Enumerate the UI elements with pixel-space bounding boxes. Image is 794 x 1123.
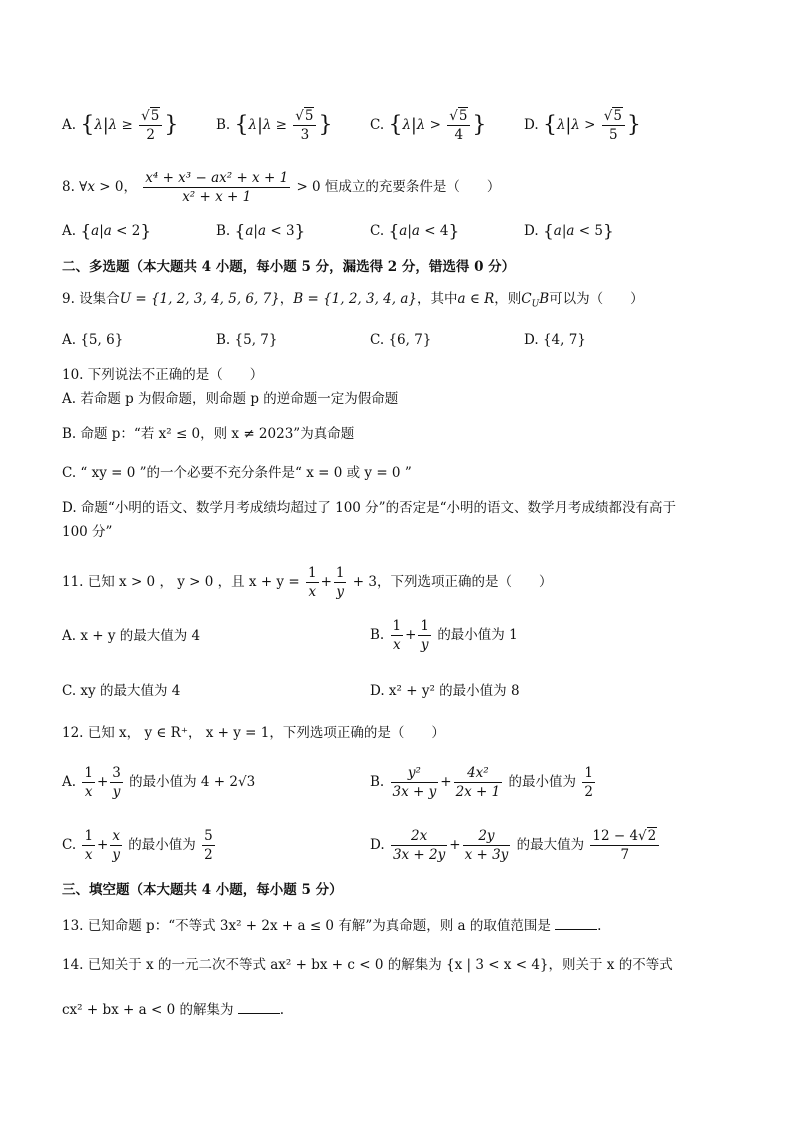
- q9-option-a: A. {5, 6}: [62, 332, 124, 348]
- q8-option-d: D. {a|a < 5}: [524, 221, 614, 242]
- relation-symbol: >: [584, 117, 596, 133]
- q13: 13. 已知命题 p：“不等式 3x² + 2x + a ≤ 0 有解”为真命题，则 a 的取值范围是 .: [62, 918, 602, 934]
- option-label: D.: [524, 117, 539, 133]
- fraction: $\frac{√5}{4}$: [447, 108, 470, 143]
- q10-option-d-line1: D. 命题“小明的语文、数学月考成绩均超过了 100 分”的否定是“小明的语文、数学月考成绩都没有高于: [62, 500, 676, 516]
- option-label: B.: [216, 117, 231, 133]
- condition: a ∈ R: [457, 291, 495, 307]
- fraction-numerator: x⁴ + x³ − ax² + x + 1: [145, 170, 289, 186]
- fraction-denominator: x² + x + 1: [182, 189, 252, 205]
- option-label: C.: [370, 117, 385, 133]
- q12-option-c: C. $\frac{1}{x}$ + $\frac{x}{y}$ 的最小值为 $\frac{5}{2}$: [62, 828, 213, 863]
- q9-option-b: B. {5, 7}: [216, 332, 278, 348]
- q8-stem: 8. ∀x > 0， $\frac{\text{x⁴ + x³ − ax² + x + 1}}{\text{x² + x + 1}}$ > 0 恒成立的充要条件是（ ）: [62, 170, 501, 205]
- fraction: $\frac{√5}{2}$: [139, 108, 162, 143]
- q12-stem: 12. 已知 x， y ∈ R⁺， x + y = 1，下列选项正确的是（ ）: [62, 725, 445, 741]
- q10-option-b: B. 命题 p：“若 x² ≤ 0，则 x ≠ 2023”为真命题: [62, 426, 355, 442]
- q11-option-b: B. $\frac{1}{x}$ + $\frac{1}{y}$ 的最小值为 1: [370, 618, 518, 653]
- q10-option-c: C. “ xy = 0 ”的一个必要不充分条件是“ x = 0 或 y = 0 ”: [62, 465, 412, 481]
- q11-option-d: D. x² + y² 的最小值为 8: [370, 683, 520, 699]
- q12-option-a: A. $\frac{1}{x}$ + $\frac{3}{y}$ 的最小值为 4 + 2√3: [62, 765, 256, 800]
- question-text: 11. 已知 x > 0 ， y > 0 ，且 x + y =: [62, 574, 300, 590]
- q9-option-c: C. {6, 7}: [370, 332, 432, 348]
- q7-option-c: C. {λ|λ > $\frac{√5}{4}$ }: [370, 108, 487, 143]
- q14-line2: cx² + bx + a < 0 的解集为 .: [62, 1002, 285, 1018]
- q7-option-b: B. {λ|λ ≥ $\frac{√5}{3}$ }: [216, 108, 333, 143]
- question-number: 8.: [62, 179, 75, 195]
- option-label: A.: [62, 117, 77, 133]
- q8-fraction: [143, 170, 290, 205]
- set-u: U = {1, 2, 3, 4, 5, 6, 7}: [119, 291, 280, 307]
- section-2-title: 二、多选题（本大题共 4 小题，每小题 5 分，漏选得 2 分，错选得 0 分）: [62, 259, 516, 275]
- q9-stem: 9. 设集合U = {1, 2, 3, 4, 5, 6, 7}，B = {1, 2, 3, 4, a}，其中a ∈ R，则$C_UB$可以为（ ）: [62, 291, 644, 310]
- q11-option-c: C. xy 的最大值为 4: [62, 683, 181, 699]
- q8-option-c: C. {a|a < 4}: [370, 221, 460, 242]
- relation-symbol: ≥: [121, 117, 133, 133]
- q14-line1: 14. 已知关于 x 的一元二次不等式 ax² + bx + c < 0 的解集为 {x | 3 < x < 4}，则关于 x 的不等式: [62, 957, 673, 973]
- text: 可以为（ ）: [549, 291, 644, 307]
- fraction: $\frac{√5}{5}$: [602, 108, 625, 143]
- q9-option-d: D. {4, 7}: [524, 332, 586, 348]
- answer-blank: [238, 1000, 280, 1014]
- q7-option-a: A. {λ|λ ≥ $\frac{√5}{2}$ }: [62, 108, 179, 143]
- section-3-title: 三、填空题（本大题共 4 小题，每小题 5 分）: [62, 882, 343, 898]
- q12-option-b: B. $\frac{\text{y²}}{3x + y}$ + $\frac{\text{4x²}}{2x + 1}$ 的最小值为 $\frac{1}{2}$: [370, 765, 593, 800]
- fraction: $\frac{√5}{3}$: [293, 108, 316, 143]
- q12-option-d: D. $\frac{2x}{3x + 2y}$ + $\frac{2y}{x + 3y}$ 的最大值为 $\frac{12 - 4√2}{7}$: [370, 828, 661, 863]
- question-text: cx² + bx + a < 0 的解集为: [62, 1002, 234, 1018]
- q8-option-b: B. {a|a < 3}: [216, 221, 306, 242]
- relation-symbol: ≥: [275, 117, 287, 133]
- question-text: > 0 恒成立的充要条件是（ ）: [296, 179, 501, 195]
- complement-symbol: C: [521, 291, 532, 307]
- q11-option-a: A. x + y 的最大值为 4: [62, 628, 201, 644]
- relation-symbol: >: [429, 117, 441, 133]
- set-b: B = {1, 2, 3, 4, a}: [293, 291, 417, 307]
- q10-option-a: A. 若命题 p 为假命题，则命题 p 的逆命题一定为假命题: [62, 391, 399, 407]
- question-number: 9.: [62, 291, 75, 307]
- q7-option-d: D. {λ|λ > $\frac{√5}{5}$ }: [524, 108, 641, 143]
- q8-option-a: A. {a|a < 2}: [62, 221, 152, 242]
- q10-stem: 10. 下列说法不正确的是（ ）: [62, 367, 264, 383]
- text: 设集合: [79, 291, 120, 307]
- q10-option-d-line2: 100 分”: [62, 524, 113, 540]
- question-text: 13. 已知命题 p：“不等式 3x² + 2x + a ≤ 0 有解”为真命题，则 a 的取值范围是: [62, 918, 551, 934]
- answer-blank: [555, 916, 597, 930]
- q11-stem: 11. 已知 x > 0 ， y > 0 ，且 x + y = $\frac{1}{x}$ + $\frac{1}{y}$ + 3，下列选项正确的是（ ）: [62, 565, 553, 600]
- question-text: + 3，下列选项正确的是（ ）: [352, 574, 553, 590]
